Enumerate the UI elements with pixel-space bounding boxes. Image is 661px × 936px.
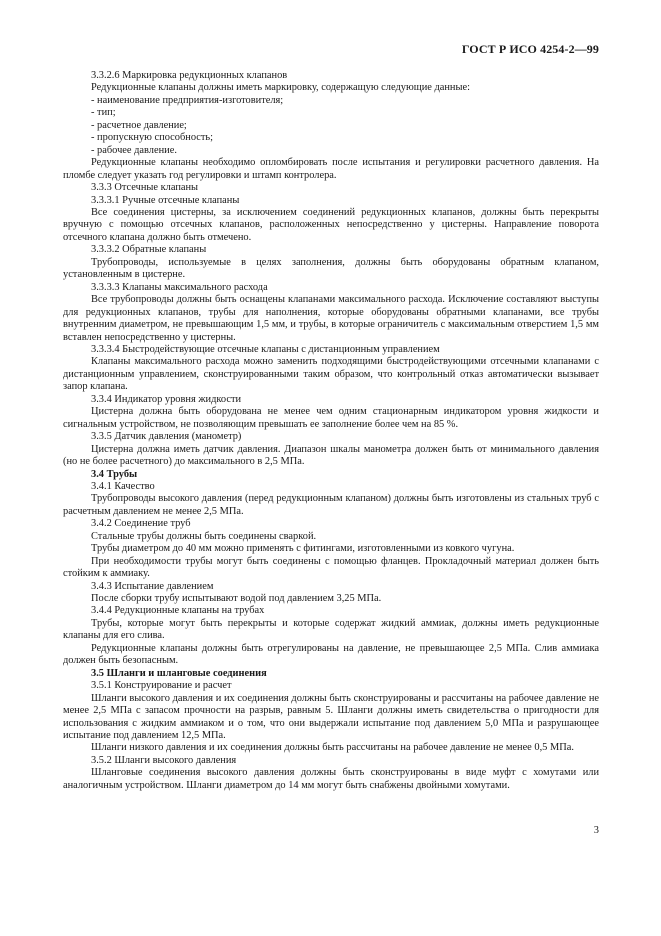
paragraph: Шланговые соединения высокого давления должны быть сконструированы в виде муфт с хомутами или аналогичным устройством. Шланги диаметром до 14 мм могут быть снабжены двойными хомутами. xyxy=(63,767,599,791)
list-item: - расчетное давление; xyxy=(91,119,187,131)
paragraph: Трубы диаметром до 40 мм можно применять с фитингами, изготовленными из ковкого чугуна. xyxy=(91,543,515,555)
paragraph: Редукционные клапаны должны иметь маркировку, содержащую следующие данные: xyxy=(91,82,470,94)
page-number: 3 xyxy=(593,825,599,836)
section-heading: 3.3.5 Датчик давления (манометр) xyxy=(91,431,242,443)
paragraph: Редукционные клапаны необходимо опломбировать после испытания и регулировки расчетного давления. На пломбе следует указать год регулировки и штамп контролера. xyxy=(63,157,599,181)
paragraph: Все трубопроводы должны быть оснащены клапанами максимального расхода. Исключение составляют выступы для редукционных клапанов, трубы для наполнения, которые оборудованы обратными клапанами, все трубы внутренним диаметром, не превышающим 1,5 мм, и трубы, в которые ограничитель с максимальным отверстием 1,5 мм вставлен непосредственно у цистерны. xyxy=(63,294,599,343)
paragraph: Клапаны максимального расхода можно заменить подходящими быстродействующими отсечными клапанами с дистанционным управлением, сконструированными таким образом, что контрольный отказ автоматически вызывает запор клапана. xyxy=(63,356,599,393)
section-heading: 3.3.3 Отсечные клапаны xyxy=(91,182,199,194)
list-item: - пропускную способность; xyxy=(91,132,214,144)
paragraph: Трубы, которые могут быть перекрыты и которые содержат жидкий аммиак, должны иметь редукционные клапаны для его слива. xyxy=(63,617,599,642)
paragraph: Цистерна должна быть оборудована не менее чем одним стационарным индикатором уровня жидкости и сигнальным устройством, не позволяющим превышать ее заполнение более чем на 85 %. xyxy=(63,406,599,430)
paragraph: При необходимости трубы могут быть соединены с помощью фланцев. Прокладочный материал должен быть стойким к аммиаку. xyxy=(63,555,599,580)
section-heading: 3.5.1 Конструирование и расчет xyxy=(91,680,232,692)
paragraph: Шланги низкого давления и их соединения должны быть рассчитаны на рабочее давление не менее 0,5 МПа. xyxy=(91,742,574,754)
document-header: ГОСТ Р ИСО 4254-2—99 xyxy=(461,42,599,56)
paragraph: Цистерна должна иметь датчик давления. Диапазон шкалы манометра должен быть от минимального давления (но не более расчетного) до максимального в 2,5 МПа. xyxy=(63,443,599,468)
section-heading: 3.4.1 Качество xyxy=(91,480,155,492)
section-heading: 3.3.3.4 Быстродействующие отсечные клапаны с дистанционным управлением xyxy=(91,343,440,355)
paragraph: После сборки трубу испытывают водой под давлением 3,25 МПа. xyxy=(91,593,382,605)
section-heading: 3.3.2.6 Маркировка редукционных клапанов xyxy=(91,70,288,81)
section-heading: 3.3.3.2 Обратные клапаны xyxy=(91,244,207,256)
section-heading: 3.3.4 Индикатор уровня жидкости xyxy=(91,393,242,405)
list-item: - рабочее давление. xyxy=(91,144,177,156)
section-title: 3.4 Трубы xyxy=(91,468,138,480)
paragraph: Стальные трубы должны быть соединены сваркой. xyxy=(91,530,317,542)
paragraph: Шланги высокого давления и их соединения должны быть сконструированы и рассчитаны на рабочее давление не менее 2,5 МПа с запасом прочности на разрыв, равным 5. Шланги должны иметь свидетельства о пригодности для использования с жидким аммиаком и о том, что они выдержали испытание под давлением 5,0 МПа и разрушающее испытание под давлением 12,5 МПа. xyxy=(63,692,599,742)
paragraph: Трубопроводы высокого давления (перед редукционным клапаном) должны быть изготовлены из стальных труб с расчетным давлением не менее 2,5 МПа. xyxy=(63,493,599,517)
section-title: 3.5 Шланги и шланговые соединения xyxy=(91,667,267,679)
paragraph: Все соединения цистерны, за исключением соединений редукционных клапанов, должны быть перекрыты вручную с помощью отсечных клапанов, расположенных непосредственно у цистерны. Направление поворота отсечного клапана должно быть отмечено. xyxy=(63,206,599,243)
paragraph: Редукционные клапаны должны быть отрегулированы на давление, не превышающее 2,5 МПа. Слив аммиака должен быть безопасным. xyxy=(63,642,599,667)
section-heading: 3.3.3.1 Ручные отсечные клапаны xyxy=(91,194,240,206)
paragraph: Трубопроводы, используемые в целях заполнения, должны быть оборудованы обратным клапаном, установленным в цистерне. xyxy=(63,256,599,281)
section-heading: 3.3.3.3 Клапаны максимального расхода xyxy=(91,281,268,293)
document-body xyxy=(63,70,599,792)
list-item: - тип; xyxy=(91,107,116,119)
section-heading: 3.4.3 Испытание давлением xyxy=(91,580,214,592)
section-heading: 3.4.4 Редукционные клапаны на трубах xyxy=(91,605,265,617)
section-heading: 3.5.2 Шланги высокого давления xyxy=(91,754,237,766)
section-heading: 3.4.2 Соединение труб xyxy=(91,518,191,530)
list-item: - наименование предприятия-изготовителя; xyxy=(91,94,284,106)
